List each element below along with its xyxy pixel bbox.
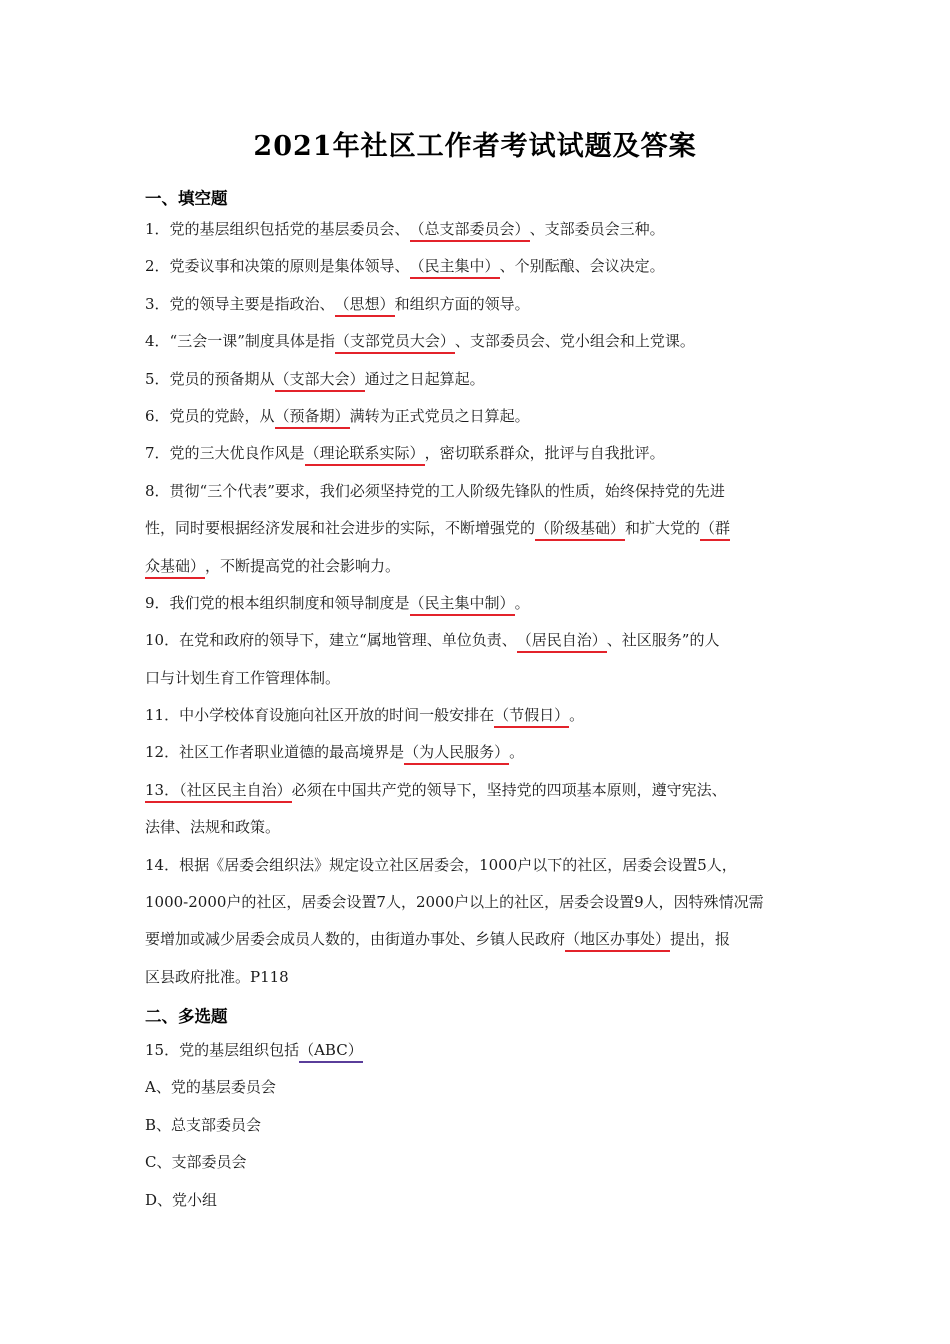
question-2: 2．党委议事和决策的原则是集体领导、（民主集中）、个别酝酿、会议决定。 bbox=[145, 248, 810, 285]
option-b: B、总支部委员会 bbox=[145, 1115, 262, 1134]
question-12: 12．社区工作者职业道德的最高境界是（为人民服务）。 bbox=[145, 734, 810, 771]
question-6: 6．党员的党龄，从（预备期）满转为正式党员之日算起。 bbox=[145, 398, 810, 435]
answer-blank: 13．（社区民主自治） bbox=[145, 780, 292, 803]
answer-blank: （阶级基础） bbox=[535, 518, 625, 541]
question-14-line-4: 区县政府批准。P118 bbox=[145, 967, 289, 986]
answer-blank: （支部党员大会） bbox=[335, 331, 455, 354]
answer-blank: （节假日） bbox=[494, 705, 569, 728]
multiple-choice-questions bbox=[145, 1032, 810, 1219]
question-9: 9．我们党的根本组织制度和领导制度是（民主集中制）。 bbox=[145, 585, 810, 622]
option-a: A、党的基层委员会 bbox=[145, 1078, 276, 1097]
answer-blank: （为人民服务） bbox=[404, 742, 509, 765]
section-heading-fill-in: 一、填空题 bbox=[145, 189, 228, 208]
option-d: D、党小组 bbox=[145, 1190, 218, 1209]
question-10-line-2: 口与计划生育工作管理体制。 bbox=[145, 668, 341, 687]
question-14-line-2: 1000-2000户的社区，居委会设置7人，2000户以上的社区，居委会设置9人，因特殊情况需 bbox=[145, 893, 764, 912]
question-7: 7．党的三大优良作风是（理论联系实际），密切联系群众，批评与自我批评。 bbox=[145, 435, 810, 472]
answer-blank: （支部大会） bbox=[275, 369, 365, 392]
question-15: 15．党的基层组织包括（ABC） bbox=[145, 1032, 810, 1069]
fill-in-questions bbox=[145, 211, 810, 996]
answer-blank: （预备期） bbox=[275, 406, 350, 429]
question-8-line-2: 性，同时要根据经济发展和社会进步的实际，不断增强党的（阶级基础）和扩大党的（群 bbox=[145, 510, 810, 547]
question-1: 1．党的基层组织包括党的基层委员会、（总支部委员会）、支部委员会三种。 bbox=[145, 211, 810, 248]
question-11: 11．中小学校体育设施向社区开放的时间一般安排在（节假日）。 bbox=[145, 697, 810, 734]
page-title: 2021年社区工作者考试试题及答案 bbox=[253, 131, 697, 162]
answer-blank: （思想） bbox=[335, 294, 395, 317]
question-4: 4．“三会一课”制度具体是指（支部党员大会）、支部委员会、党小组会和上党课。 bbox=[145, 323, 810, 360]
answer-blank: 众基础） bbox=[145, 556, 205, 579]
question-14-line-1: 14．根据《居委会组织法》规定设立社区居委会，1000户以下的社区，居委会设置5人， bbox=[145, 855, 737, 874]
question-8-line-3: 众基础），不断提高党的社会影响力。 bbox=[145, 548, 810, 585]
answer-blank: （ABC） bbox=[299, 1040, 363, 1063]
answer-blank: （民主集中制） bbox=[410, 593, 515, 616]
question-5: 5．党员的预备期从（支部大会）通过之日起算起。 bbox=[145, 361, 810, 398]
question-10-line-1: 10．在党和政府的领导下，建立“属地管理、单位负责、（居民自治）、社区服务”的人 bbox=[145, 622, 810, 659]
answer-blank: （民主集中） bbox=[410, 256, 500, 279]
option-c: C、支部委员会 bbox=[145, 1153, 247, 1172]
answer-blank: （地区办事处） bbox=[565, 929, 670, 952]
answer-blank: （居民自治） bbox=[517, 630, 607, 653]
question-14-line-3: 要增加或减少居委会成员人数的，由街道办事处、乡镇人民政府（地区办事处）提出，报 bbox=[145, 921, 810, 958]
question-8-line-1: 8．贯彻“三个代表”要求，我们必须坚持党的工人阶级先锋队的性质，始终保持党的先进 bbox=[145, 481, 725, 500]
question-13-line-2: 法律、法规和政策。 bbox=[145, 818, 281, 837]
answer-blank: （总支部委员会） bbox=[410, 219, 530, 242]
answer-blank: （理论联系实际） bbox=[305, 443, 425, 466]
question-13-line-1: 13．（社区民主自治）必须在中国共产党的领导下，坚持党的四项基本原则，遵守宪法、 bbox=[145, 772, 810, 809]
answer-blank: （群 bbox=[700, 518, 730, 541]
section-heading-multiple-choice: 二、多选题 bbox=[145, 1007, 228, 1026]
question-3: 3．党的领导主要是指政治、（思想）和组织方面的领导。 bbox=[145, 286, 810, 323]
